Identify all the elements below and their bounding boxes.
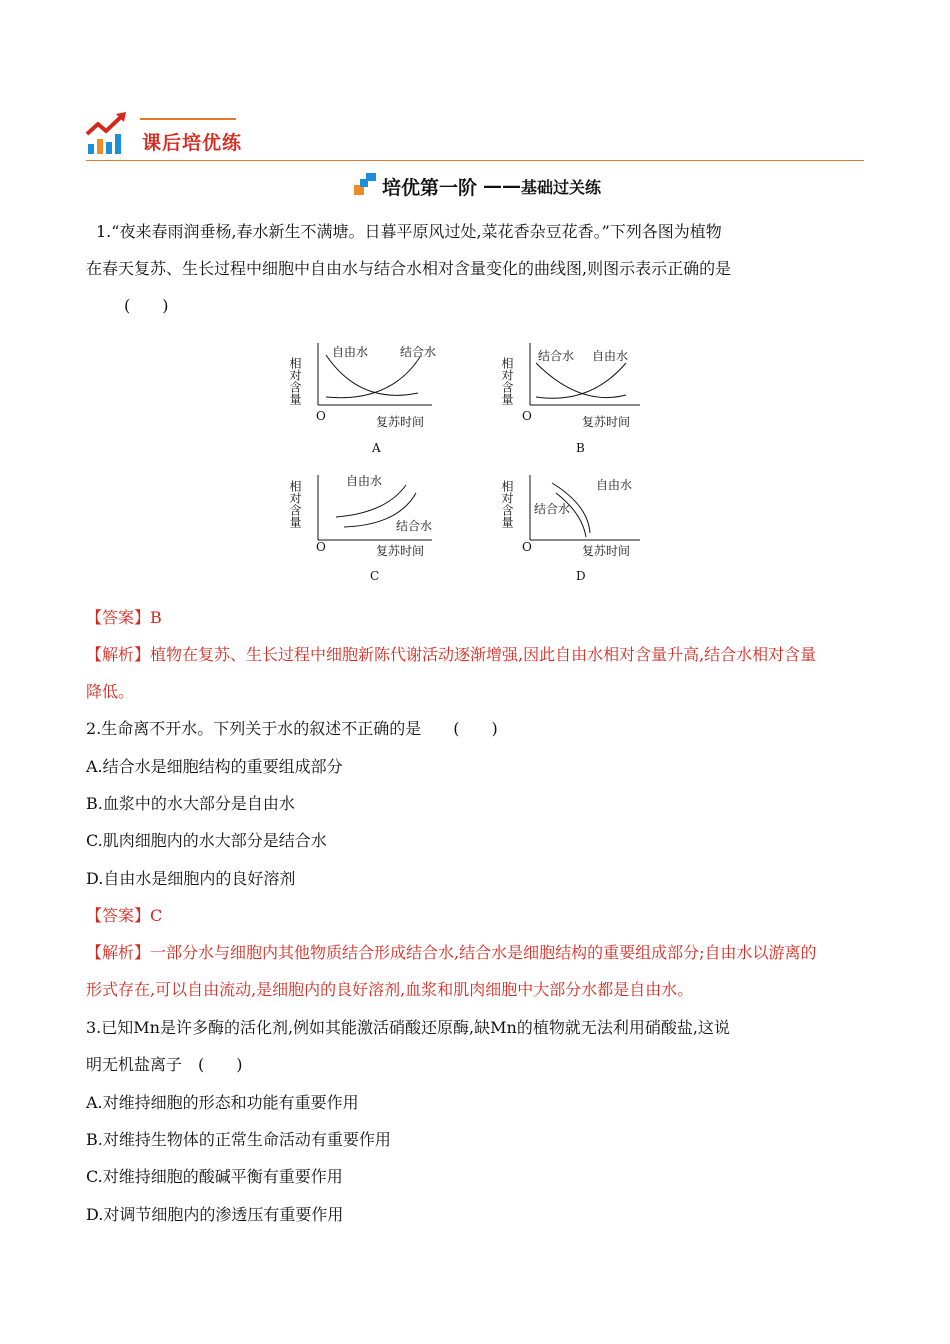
section-subtitle: 基础过关练 bbox=[521, 177, 602, 197]
q1-explanation-line1: 【解析】植物在复苏、生长过程中细胞新陈代谢活动逐渐增强,因此自由水相对含量升高,结合水相对含量 bbox=[86, 645, 817, 664]
graph-b-letter: B bbox=[576, 441, 585, 455]
q1-blank: ( ) bbox=[124, 296, 169, 315]
graph-d-letter: D bbox=[576, 569, 586, 583]
graph-a-bound-label: 结合水 bbox=[400, 345, 437, 359]
graph-c-free-label: 自由水 bbox=[346, 474, 383, 488]
graph-d-ylabel: 相对含量 bbox=[500, 480, 514, 528]
graph-b-bound-curve bbox=[536, 363, 626, 398]
graph-d-bound-label: 结合水 bbox=[534, 502, 571, 516]
q2-option-c: C.肌肉细胞内的水大部分是结合水 bbox=[86, 831, 327, 850]
graph-b bbox=[500, 343, 640, 455]
graph-a-xlabel: 复苏时间 bbox=[376, 415, 425, 429]
graph-b-ylabel: 相对含量 bbox=[500, 357, 514, 405]
q1-answer: 【答案】B bbox=[86, 608, 162, 627]
q2-explanation-line1: 【解析】一部分水与细胞内其他物质结合形成结合水,结合水是细胞结构的重要组成部分;自由水以游离的 bbox=[86, 943, 817, 962]
q1-explanation-line2: 降低。 bbox=[86, 682, 135, 701]
q2-answer: 【答案】C bbox=[86, 906, 163, 925]
header-divider bbox=[86, 160, 864, 161]
q2-explanation-line2: 形式存在,可以自由流动,是细胞内的良好溶剂,血浆和肌肉细胞中大部分水都是自由水。 bbox=[86, 980, 694, 999]
graph-b-free-label: 自由水 bbox=[592, 349, 629, 363]
graph-d-xlabel: 复苏时间 bbox=[582, 544, 631, 558]
page-header-title: 课后培优练 bbox=[142, 132, 243, 154]
section-title-main: 培优第一阶 bbox=[382, 176, 478, 199]
graph-b-bound-label: 结合水 bbox=[538, 349, 575, 363]
q3-option-c: C.对维持细胞的酸碱平衡有重要作用 bbox=[86, 1167, 343, 1186]
chart-trend-logo-icon bbox=[86, 112, 130, 156]
q2-option-a: A.结合水是细胞结构的重要组成部分 bbox=[86, 757, 343, 776]
q3-option-a: A.对维持细胞的形态和功能有重要作用 bbox=[86, 1093, 359, 1112]
graph-d bbox=[500, 475, 640, 583]
graph-b-origin: O bbox=[522, 409, 532, 423]
header-top-accent bbox=[140, 118, 236, 120]
graph-d-origin: O bbox=[522, 540, 532, 554]
q1-stem-line1: 1.“夜来春雨润垂杨,春水新生不满塘。日暮平原风过处,菜花香杂豆花香。”下列各图为植物 bbox=[96, 222, 722, 241]
graph-c-origin: O bbox=[316, 540, 326, 554]
graph-a-free-label: 自由水 bbox=[332, 345, 369, 359]
graph-b-xlabel: 复苏时间 bbox=[582, 415, 631, 429]
q3-stem-line2: 明无机盐离子 ( ) bbox=[86, 1055, 243, 1074]
graph-c-xlabel: 复苏时间 bbox=[376, 544, 425, 558]
q2-option-d: D.自由水是细胞内的良好溶剂 bbox=[86, 869, 296, 888]
stairs-icon bbox=[354, 171, 376, 201]
graph-c-free-curve bbox=[336, 485, 406, 517]
graph-c-bound-label: 结合水 bbox=[396, 519, 433, 533]
section-title bbox=[354, 168, 601, 204]
section-title-dash: —— bbox=[483, 175, 522, 197]
graph-c-letter: C bbox=[370, 569, 380, 583]
q2-option-b: B.血浆中的水大部分是自由水 bbox=[86, 794, 295, 813]
q1-stem-line2: 在春天复苏、生长过程中细胞中自由水与结合水相对含量变化的曲线图,则图示表示正确的是 bbox=[86, 259, 732, 278]
graph-a-letter: A bbox=[372, 441, 381, 455]
q3-stem-line1: 3.已知Mn是许多酶的活化剂,例如其能激活硝酸还原酶,缺Mn的植物就无法利用硝酸盐,这说 bbox=[86, 1018, 730, 1037]
q3-option-b: B.对维持生物体的正常生命活动有重要作用 bbox=[86, 1130, 391, 1149]
graph-c-ylabel: 相对含量 bbox=[288, 480, 302, 528]
q1-graphs bbox=[290, 335, 670, 590]
graph-c bbox=[288, 473, 432, 583]
graph-a-ylabel: 相对含量 bbox=[288, 357, 302, 405]
graph-a bbox=[288, 343, 436, 455]
q3-option-d: D.对调节细胞内的渗透压有重要作用 bbox=[86, 1205, 344, 1224]
graph-d-free-label: 自由水 bbox=[596, 478, 633, 492]
graph-a-origin: O bbox=[316, 409, 326, 423]
q2-stem: 2.生命离不开水。下列关于水的叙述不正确的是 ( ) bbox=[86, 719, 498, 738]
